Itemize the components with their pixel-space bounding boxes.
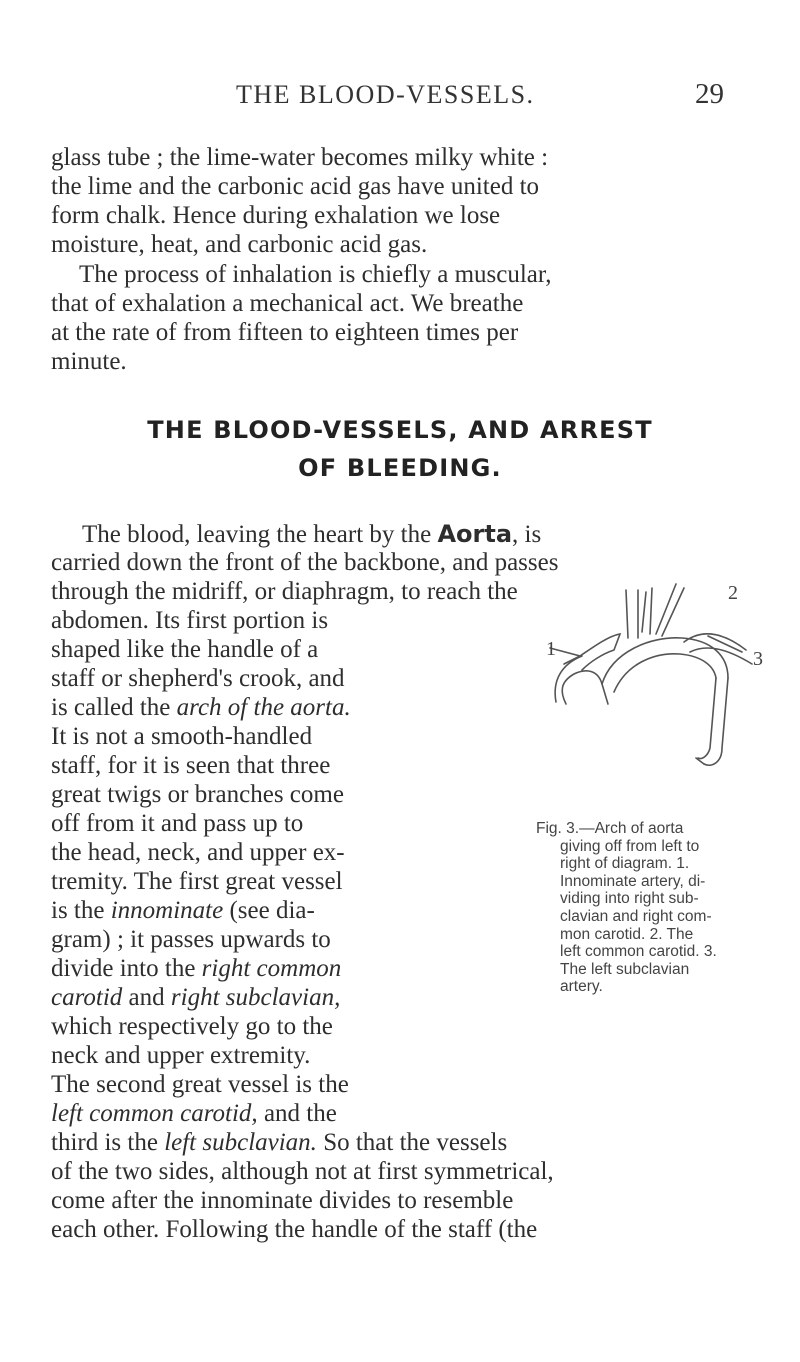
text-line: which respectively go to the — [51, 1013, 333, 1040]
caption-line: clavian and right com- — [560, 907, 712, 925]
text-line — [51, 897, 315, 925]
text-span: divide into the — [51, 955, 202, 982]
caption-line: Fig. 3.—Arch of aorta — [536, 820, 684, 837]
italic-term: arch of the aorta. — [176, 694, 351, 721]
ascending-aorta — [562, 671, 608, 704]
caption-line: giving off from left to — [560, 837, 700, 855]
text-line: the lime and the carbonic acid gas have united to — [51, 173, 540, 200]
text-line: The process of inhalation is chiefly a muscular, — [79, 261, 552, 288]
caption-line: right of diagram. 1. — [560, 855, 690, 873]
text-line: the head, neck, and upper ex- — [51, 839, 345, 866]
text-line: moisture, heat, and carbonic acid gas. — [51, 231, 428, 258]
text-line: that of exhalation a mechanical act. We breathe — [51, 290, 524, 317]
text-span: third is the — [51, 1129, 165, 1156]
section-heading: THE BLOOD-VESSELS, AND ARREST — [147, 416, 653, 444]
figure-label-2: 2 — [728, 582, 738, 604]
text-line: come after the innominate divides to resemble — [51, 1187, 514, 1214]
text-line: each other. Following the handle of the staff (the — [51, 1216, 538, 1243]
caption-line: mon carotid. 2. The — [560, 925, 694, 943]
text-line — [51, 1100, 337, 1128]
text-span: and the — [257, 1100, 337, 1127]
text-line: of the two sides, although not at first symmetrical, — [51, 1158, 554, 1185]
text-span: So that the vessels — [316, 1129, 508, 1156]
text-line — [51, 694, 351, 722]
italic-term: carotid — [51, 984, 123, 1011]
carotid-vessel — [642, 588, 652, 634]
text-line — [51, 1129, 507, 1157]
text-span: is the — [51, 897, 111, 924]
text-line: off from it and pass up to — [51, 810, 304, 837]
text-line: neck and upper extremity. — [51, 1042, 311, 1069]
text-line: at the rate of from fifteen to eighteen times per — [51, 319, 519, 346]
text-line: glass tube ; the lime-water becomes milky white : — [51, 144, 549, 171]
text-line: shaped like the handle of a — [51, 636, 319, 663]
italic-term: right common — [201, 955, 342, 982]
caption-line: The left subclavian — [560, 960, 690, 978]
italic-term: innominate — [110, 897, 224, 924]
ascending-outer — [555, 656, 582, 702]
text-span: The blood, leaving the heart by the — [82, 521, 438, 548]
caption-line: artery. — [560, 978, 603, 996]
figure-caption — [536, 820, 780, 996]
text-span: (see dia- — [223, 897, 315, 924]
text-line — [82, 520, 541, 549]
figure-label-3: 3 — [753, 648, 763, 670]
text-line: form chalk. Hence during exhalation we lose — [51, 202, 501, 229]
section-heading-line2: OF BLEEDING. — [298, 454, 502, 482]
text-line: It is not a smooth-handled — [51, 723, 313, 750]
page-number: 29 — [695, 78, 724, 110]
left-subclavian — [684, 634, 752, 664]
text-line — [51, 984, 340, 1012]
italic-term: left subclavian. — [164, 1129, 317, 1156]
italic-term: right subclavian, — [170, 984, 341, 1011]
text-line: minute. — [51, 348, 127, 375]
text-span: is called the — [51, 694, 177, 721]
text-line — [51, 955, 341, 983]
caption-line: Innominate artery, di- — [560, 872, 706, 890]
text-line: The second great vessel is the — [51, 1071, 349, 1098]
text-line: staff, for it is seen that three — [51, 752, 331, 779]
text-line: abdomen. Its first portion is — [51, 607, 329, 634]
caption-line: viding into right sub- — [560, 890, 699, 908]
text-span: , is — [512, 521, 542, 548]
aorta-arch-diagram — [490, 552, 770, 792]
caption-line: left common carotid. 3. — [560, 943, 717, 961]
text-line: tremity. The first great vessel — [51, 868, 343, 895]
figure-label-1: 1 — [546, 638, 556, 660]
text-line: carried down the front of the backbone, and passes — [51, 549, 559, 576]
page-header — [0, 78, 800, 118]
text-line: staff or shepherd's crook, and — [51, 665, 345, 692]
innominate-artery — [580, 634, 620, 670]
text-line: gram) ; it passes upwards to — [51, 926, 331, 953]
italic-term: left common carotid, — [51, 1100, 258, 1127]
text-line: through the midriff, or diaphragm, to reach the — [51, 578, 518, 605]
left-common-carotid — [656, 584, 684, 636]
arch — [602, 638, 728, 684]
text-span: and — [122, 984, 171, 1011]
running-title: THE BLOOD-VESSELS. — [236, 80, 535, 109]
aorta-term: Aorta — [437, 520, 513, 548]
text-line: great twigs or branches come — [51, 781, 344, 808]
innominate-vessel — [626, 590, 638, 638]
